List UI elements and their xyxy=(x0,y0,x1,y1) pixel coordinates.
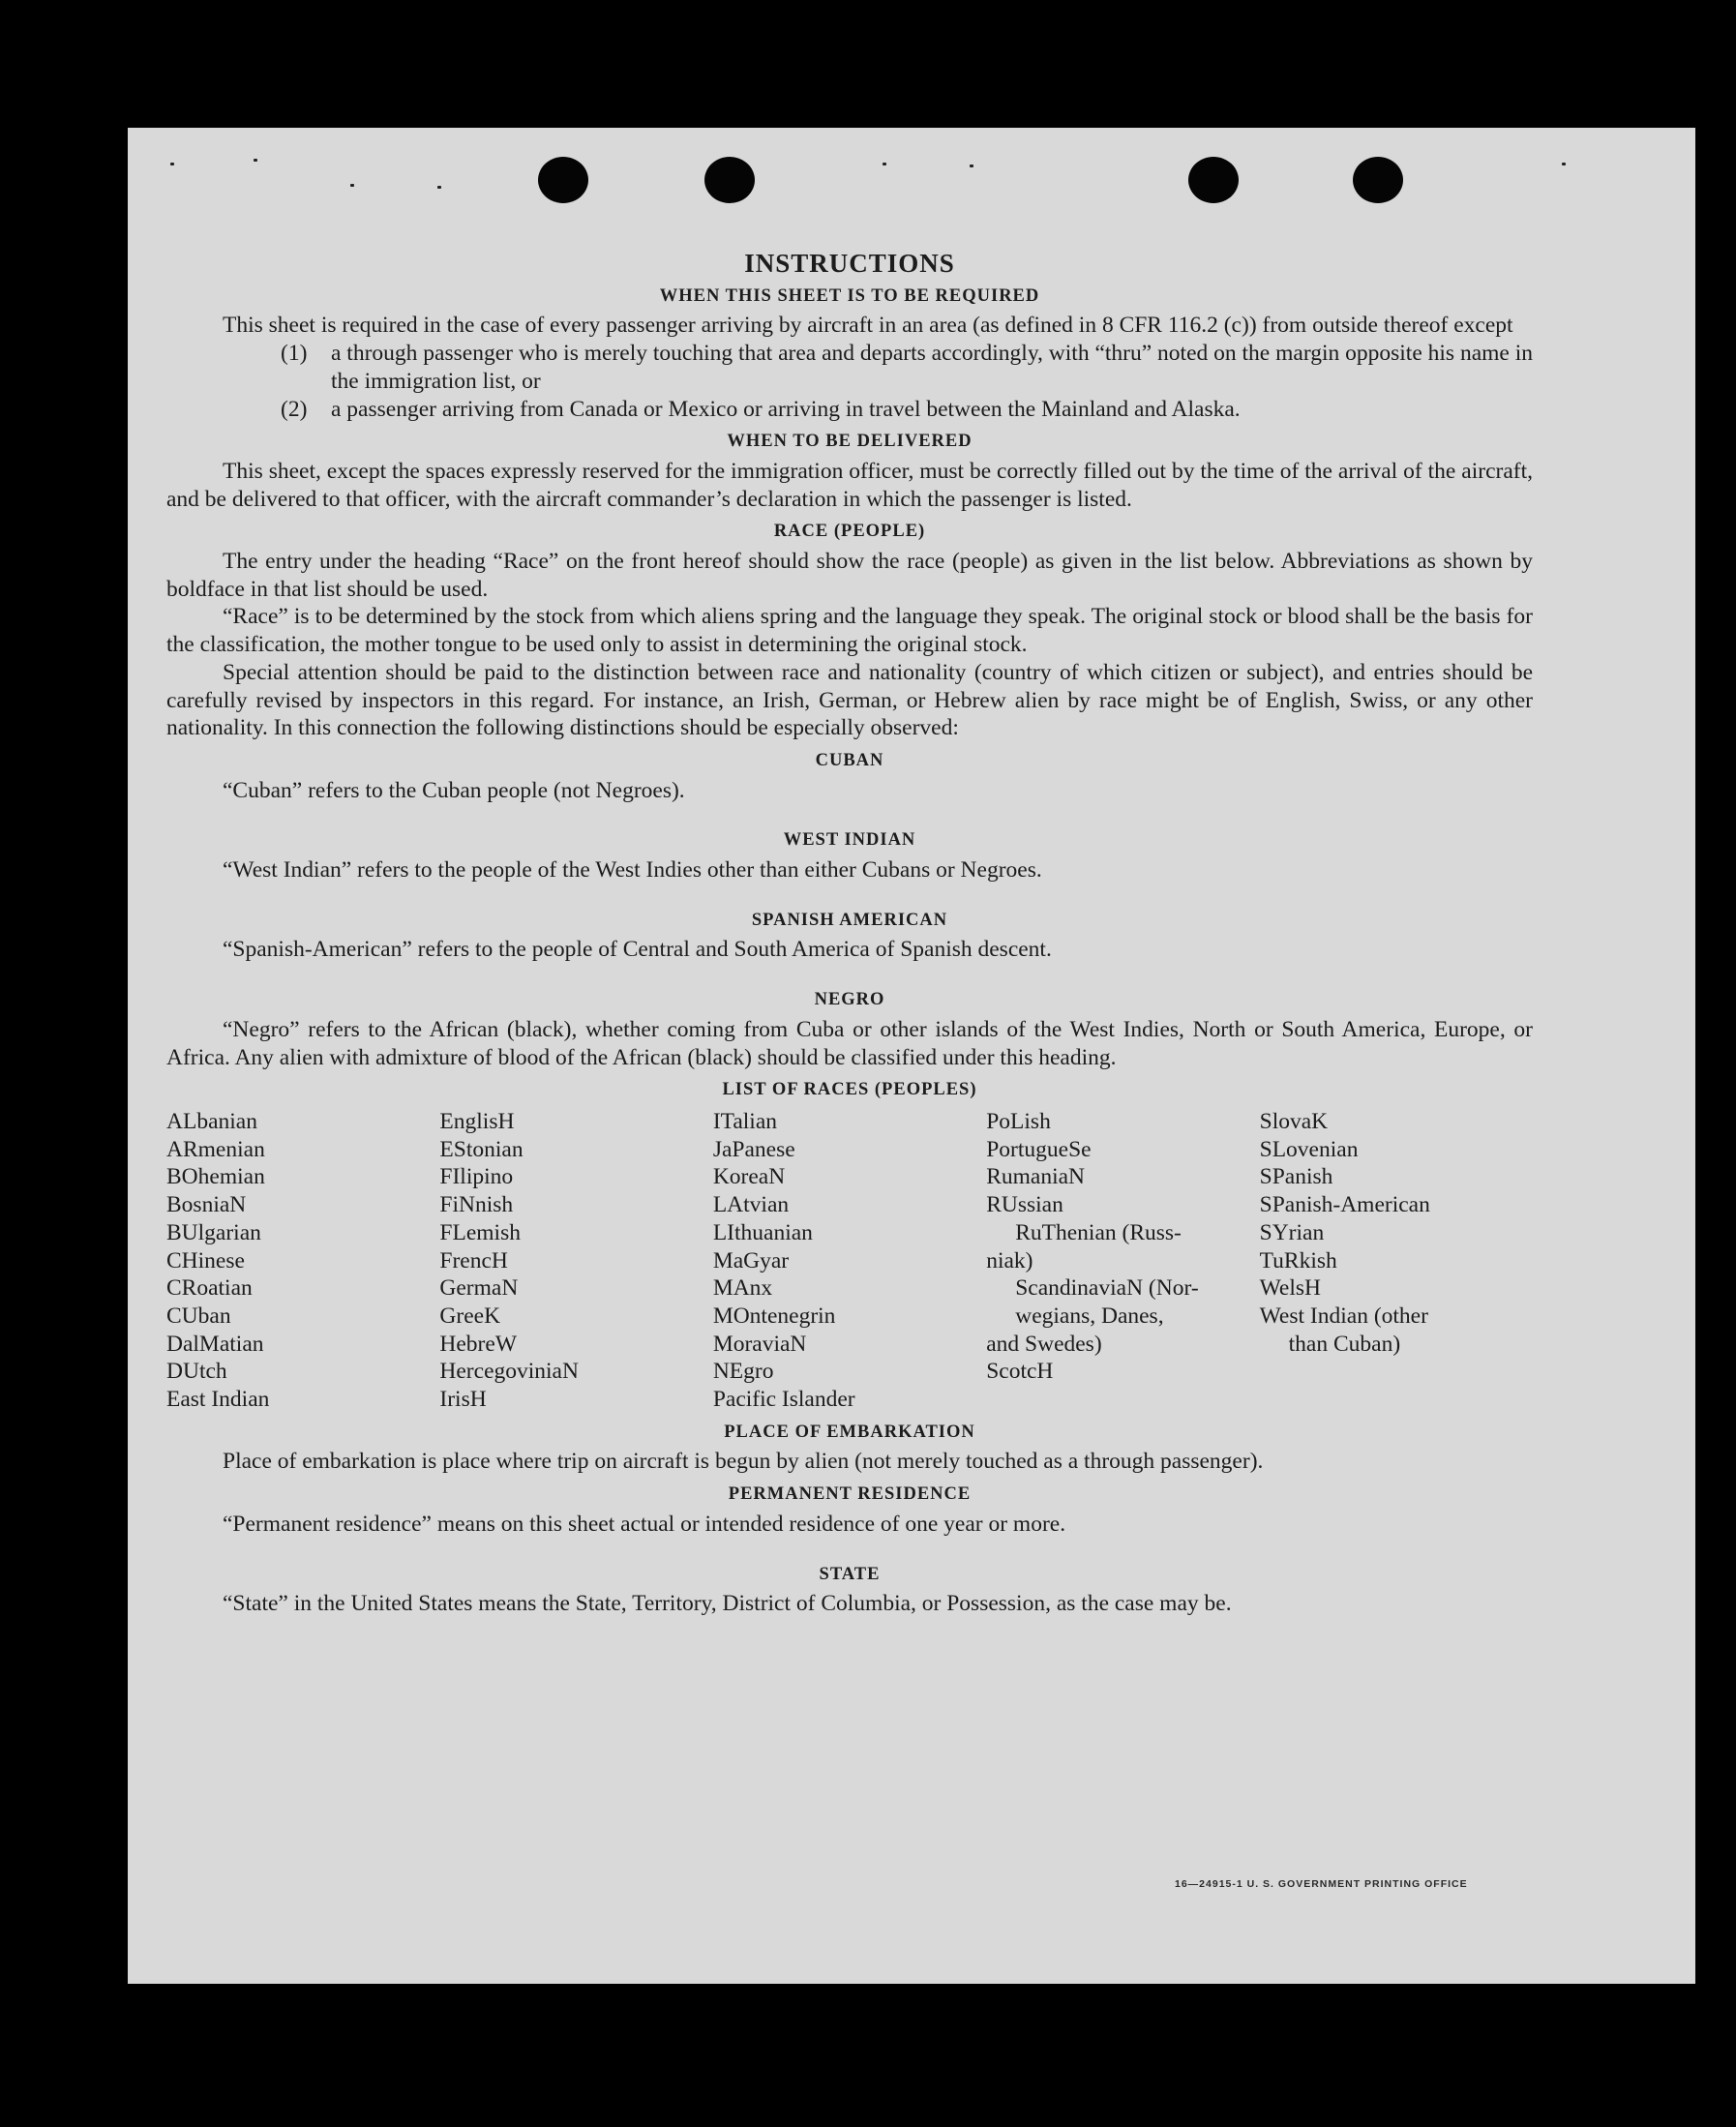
exception-number: (2) xyxy=(281,396,308,422)
race-entry: WelsH xyxy=(1259,1275,1321,1302)
race-entry: RUssian xyxy=(986,1192,1063,1218)
race-entry: CHinese xyxy=(166,1247,245,1273)
required-intro: This sheet is required in the case of every passenger arriving by aircraft in an area (as defined in 8 CFR 116.2 (c)) from outside thereof except xyxy=(223,313,1513,339)
speck xyxy=(970,165,973,167)
race-entry: BosniaN xyxy=(166,1192,247,1218)
race-entry: IrisH xyxy=(439,1387,487,1413)
race-entry: PoLish xyxy=(986,1108,1051,1134)
races-column-5 xyxy=(1260,1108,1533,1414)
race-entry: LAtvian xyxy=(712,1192,790,1218)
instructions-content xyxy=(166,250,1533,1618)
race-entry: RumaniaN xyxy=(986,1164,1086,1190)
race-entry: SlovaK xyxy=(1259,1108,1329,1134)
speck xyxy=(170,163,174,165)
heading-state: STATE xyxy=(819,1564,881,1584)
races-column-3 xyxy=(713,1108,986,1414)
punch-hole xyxy=(1188,157,1239,203)
spanish-american-text: “Spanish-American” refers to the people of Central and South America of Spanish descent. xyxy=(223,937,1052,963)
negro-text: “Negro” refers to the African (black), whether coming from Cuba or other islands of the West Indies, North or South America, Europe, or Africa. Any alien with admixture of blood of the African (black) should be classified under this heading. xyxy=(166,1016,1533,1070)
races-column-2 xyxy=(439,1108,712,1414)
race-entry: ITalian xyxy=(712,1108,778,1134)
race-entry: GermaN xyxy=(439,1275,519,1302)
race-entry: ScotcH xyxy=(986,1359,1054,1385)
race-entry: BOhemian xyxy=(166,1164,265,1190)
exception-number: (1) xyxy=(281,341,308,367)
race-entry: FiNnish xyxy=(439,1192,514,1218)
race-entry: LIthuanian xyxy=(712,1219,813,1245)
race-entry: KoreaN xyxy=(712,1164,786,1190)
races-table xyxy=(166,1108,1533,1414)
heading-race: RACE (PEOPLE) xyxy=(773,522,926,542)
race-entry: MOntenegrin xyxy=(712,1303,836,1329)
heading-embarkation: PLACE OF EMBARKATION xyxy=(724,1422,975,1442)
race-entry: FLemish xyxy=(439,1219,521,1245)
speck xyxy=(254,159,257,162)
race-entry: MAnx xyxy=(712,1275,773,1302)
heading-spanish-american: SPANISH AMERICAN xyxy=(751,910,948,930)
document-sheet xyxy=(128,128,1695,1984)
exception-item xyxy=(166,340,1533,395)
race-entry: CRoatian xyxy=(166,1275,253,1302)
punch-hole xyxy=(538,157,588,203)
delivered-text: This sheet, except the spaces expressly reserved for the immigration officer, must be correctly filled out by the time of the arrival of the aircraft, and be delivered to that officer, with the aircraft commander’s declaration in which the passenger is listed. xyxy=(166,458,1533,512)
speck xyxy=(1562,163,1566,165)
printer-imprint: 16—24915-1 U. S. GOVERNMENT PRINTING OFFICE xyxy=(1175,1878,1468,1890)
exception-text: a passenger arriving from Canada or Mexico or arriving in travel between the Mainland and Alaska. xyxy=(331,396,1241,422)
race-entry-continuation: than Cuban) xyxy=(1288,1331,1401,1357)
cuban-text: “Cuban” refers to the Cuban people (not Negroes). xyxy=(223,777,685,803)
heading-west-indian: WEST INDIAN xyxy=(783,830,916,851)
race-entry: MaGyar xyxy=(712,1247,790,1273)
heading-residence: PERMANENT RESIDENCE xyxy=(728,1484,972,1505)
west-indian-text: “West Indian” refers to the people of the West Indies other than either Cubans or Negroes. xyxy=(223,857,1042,884)
race-entry: ARmenian xyxy=(166,1136,265,1162)
exception-text: a through passenger who is merely touching that area and departs accordingly, with “thru” noted on the margin opposite his name in the immigration list, or xyxy=(331,341,1533,394)
race-entry: EStonian xyxy=(439,1136,524,1162)
punch-hole xyxy=(1353,157,1403,203)
race-entry: NEgro xyxy=(712,1359,774,1385)
heading-delivered: WHEN TO BE DELIVERED xyxy=(727,432,973,452)
race-entry: DUtch xyxy=(166,1359,227,1385)
heading-negro: NEGRO xyxy=(814,990,885,1010)
page-title: INSTRUCTIONS xyxy=(744,249,955,278)
embarkation-text: Place of embarkation is place where trip on aircraft is begun by alien (not merely touched as a through passenger). xyxy=(223,1449,1264,1475)
race-entry: DalMatian xyxy=(166,1331,264,1357)
exception-item xyxy=(166,396,1533,424)
race-entry: Pacific Islander xyxy=(712,1387,855,1413)
race-entry: SLovenian xyxy=(1259,1136,1359,1162)
race-entry-continuation: ScandinaviaN (Nor- xyxy=(1015,1275,1199,1302)
race-entry: ALbanian xyxy=(166,1108,257,1134)
race-paragraph-3: Special attention should be paid to the distinction between race and nationality (country of which citizen or subject), and entries should be carefully revised by inspectors in this regard. For instance, an Irish, German, or Hebrew alien by race might be of English, Swiss, or any other nationality. In this connection the following distinctions should be especially observed: xyxy=(166,659,1533,741)
heading-required: WHEN THIS SHEET IS TO BE REQUIRED xyxy=(659,285,1040,306)
race-entry: MoraviaN xyxy=(712,1331,807,1357)
race-entry: HercegoviniaN xyxy=(439,1359,579,1385)
race-entry: East Indian xyxy=(166,1387,270,1413)
heading-cuban: CUBAN xyxy=(815,750,884,770)
heading-list-of-races: LIST OF RACES (PEOPLES) xyxy=(722,1080,977,1100)
race-entry: EnglisH xyxy=(439,1108,515,1134)
residence-text: “Permanent residence” means on this sheet actual or intended residence of one year or more. xyxy=(223,1511,1066,1537)
race-entry: SPanish-American xyxy=(1259,1192,1430,1218)
race-entry-continuation: wegians, Danes, xyxy=(1015,1303,1164,1329)
race-paragraph-1: The entry under the heading “Race” on the front hereof should show the race (people) as given in the list below. Abbreviations as shown by boldface in that list should be used. xyxy=(166,549,1533,602)
race-paragraph-2: “Race” is to be determined by the stock from which aliens spring and the language they speak. The original stock or blood shall be the basis for the classification, the mother tongue to be used only to assist in determining the original stock. xyxy=(166,604,1533,658)
race-entry: FrencH xyxy=(439,1247,508,1273)
race-entry: CUban xyxy=(166,1303,231,1329)
race-entry: niak) xyxy=(986,1247,1033,1273)
races-column-1 xyxy=(166,1108,439,1414)
race-entry: West Indian (other xyxy=(1259,1303,1428,1329)
race-entry: SPanish xyxy=(1259,1164,1333,1190)
race-entry: JaPanese xyxy=(712,1136,795,1162)
race-entry: PortugueSe xyxy=(986,1136,1092,1162)
punch-hole xyxy=(704,157,755,203)
race-entry: and Swedes) xyxy=(986,1331,1102,1357)
state-text: “State” in the United States means the State, Territory, District of Columbia, or Possession, as the case may be. xyxy=(223,1591,1232,1617)
speck xyxy=(437,186,441,189)
exception-list xyxy=(166,340,1533,423)
race-entry-continuation: RuThenian (Russ- xyxy=(1015,1219,1182,1245)
race-entry: TuRkish xyxy=(1259,1247,1337,1273)
race-entry: BUlgarian xyxy=(166,1219,261,1245)
races-column-4 xyxy=(986,1108,1259,1414)
speck xyxy=(350,184,354,187)
speck xyxy=(883,163,886,165)
race-entry: FIlipino xyxy=(439,1164,514,1190)
race-entry: HebreW xyxy=(439,1331,517,1357)
race-entry: GreeK xyxy=(439,1303,501,1329)
race-entry: SYrian xyxy=(1259,1219,1325,1245)
